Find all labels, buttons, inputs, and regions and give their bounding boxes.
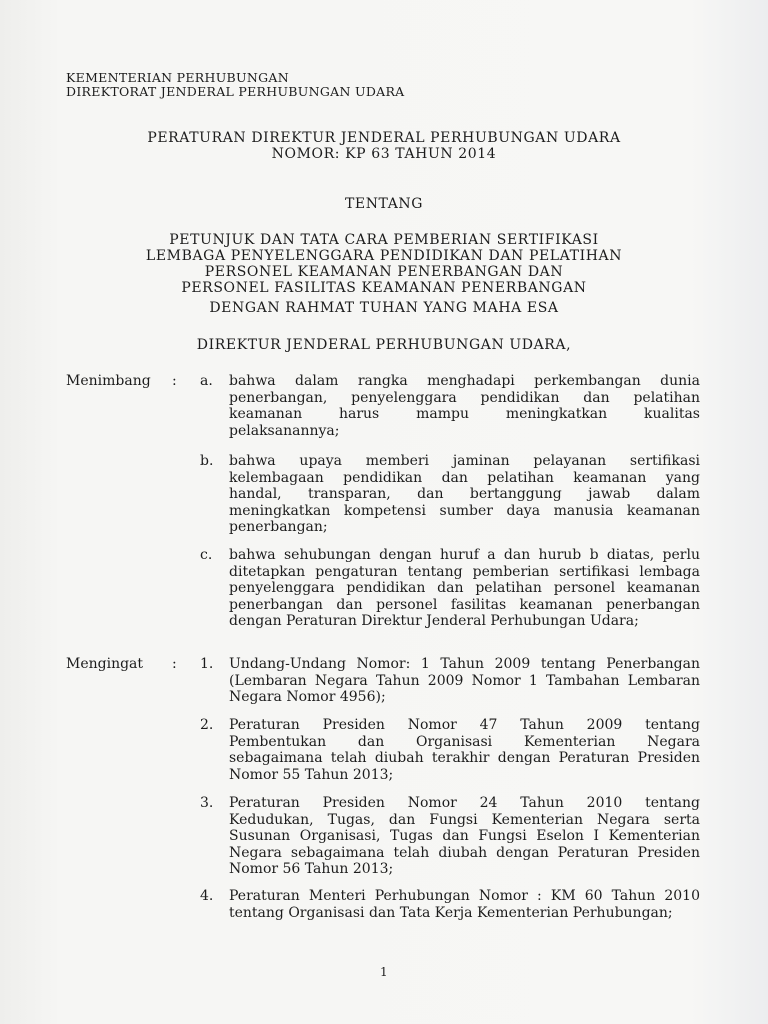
item-line: pelaksanannya;	[229, 422, 340, 439]
item-line: Peraturan Presiden Nomor 24 Tahun 2010 tentang	[229, 795, 700, 811]
regulation-subject	[60, 232, 708, 296]
mengingat-label: Mengingat	[66, 656, 144, 672]
ministry-name: KEMENTERIAN PERHUBUNGAN	[66, 70, 289, 85]
item-line: dengan Peraturan Direktur Jenderal Perhubungan Udara;	[229, 613, 639, 629]
item-line: Susunan Organisasi, Tugas dan Fungsi Eselon I Kementerian	[229, 828, 700, 844]
mengingat-item-1	[229, 656, 700, 706]
director-line: DIREKTUR JENDERAL PERHUBUNGAN UDARA,	[196, 337, 572, 353]
subject-line: PETUNJUK DAN TATA CARA PEMBERIAN SERTIFIKASI	[169, 232, 599, 248]
item-line: tentang Organisasi dan Tata Kerja Kementerian Perhubungan;	[229, 904, 673, 921]
item-line: handal, transparan, dan bertanggung jawab dalam	[229, 486, 700, 502]
mengingat-marker-1: 1.	[200, 656, 214, 672]
item-line: penyelenggara pendidikan dan pelatihan personel keamanan	[229, 580, 700, 596]
subject-line: LEMBAGA PENYELENGGARA PENDIDIKAN DAN PELATIHAN	[145, 248, 623, 264]
menimbang-item-c	[229, 547, 700, 630]
item-line: kelembagaan pendidikan dan pelatihan keamanan yang	[229, 469, 700, 486]
item-line: penerbangan dan personel fasilitas keamanan penerbangan	[229, 596, 700, 613]
menimbang-colon: :	[172, 373, 177, 389]
menimbang-item-a	[229, 373, 700, 439]
tentang-heading: TENTANG	[344, 196, 424, 212]
rahmat-line: DENGAN RAHMAT TUHAN YANG MAHA ESA	[209, 300, 559, 316]
item-line: sebagaimana telah diubah terakhir dengan Peraturan Presiden	[229, 750, 700, 766]
item-line: ditetapkan pengaturan tentang pemberian sertifikasi lembaga	[229, 563, 700, 580]
directorate-name: DIREKTORAT JENDERAL PERHUBUNGAN UDARA	[66, 84, 405, 99]
regulation-number: NOMOR: KP 63 TAHUN 2014	[271, 146, 497, 162]
item-line: Kedudukan, Tugas, dan Fungsi Kementerian Negara serta	[229, 811, 700, 828]
menimbang-marker-a: a.	[200, 373, 213, 389]
mengingat-colon: :	[172, 656, 177, 672]
ministry-header	[66, 71, 405, 99]
mengingat-marker-3: 3.	[200, 795, 214, 811]
menimbang-marker-c: c.	[200, 547, 213, 563]
regulation-title	[60, 130, 708, 162]
item-line: Undang-Undang Nomor: 1 Tahun 2009 tentang Penerbangan	[229, 656, 700, 672]
item-line: Peraturan Menteri Perhubungan Nomor : KM 60 Tahun 2010	[229, 888, 700, 904]
menimbang-label: Menimbang	[66, 373, 151, 389]
item-line: bahwa sehubungan dengan huruf a dan hurub b diatas, perlu	[229, 547, 700, 563]
item-line: penerbangan, penyelenggara pendidikan dan pelatihan	[229, 389, 700, 406]
item-line: Peraturan Presiden Nomor 47 Tahun 2009 tentang	[229, 717, 700, 733]
menimbang-item-b	[229, 453, 700, 536]
item-line: penerbangan;	[229, 519, 328, 535]
item-line: Negara Nomor 4956);	[229, 689, 386, 705]
regulation-title-line: PERATURAN DIREKTUR JENDERAL PERHUBUNGAN UDARA	[147, 130, 621, 146]
page-number: 1	[380, 965, 388, 979]
item-line: keamanan harus mampu meningkatkan kualitas	[229, 406, 700, 422]
mengingat-marker-2: 2.	[200, 717, 214, 733]
menimbang-marker-b: b.	[200, 453, 214, 469]
item-line: bahwa dalam rangka menghadapi perkembangan dunia	[229, 373, 700, 389]
item-line: bahwa upaya memberi jaminan pelayanan sertifikasi	[229, 453, 700, 469]
mengingat-item-2	[229, 717, 700, 783]
subject-line: PERSONEL KEAMANAN PENERBANGAN DAN	[204, 264, 564, 280]
item-line: Nomor 56 Tahun 2013;	[229, 861, 394, 877]
item-line: Nomor 55 Tahun 2013;	[229, 766, 394, 783]
item-line: Negara sebagaimana telah diubah dengan Peraturan Presiden	[229, 844, 700, 861]
subject-line: PERSONEL FASILITAS KEAMANAN PENERBANGAN	[181, 280, 587, 296]
mengingat-item-3	[229, 795, 700, 878]
item-line: (Lembaran Negara Tahun 2009 Nomor 1 Tambahan Lembaran	[229, 672, 700, 689]
mengingat-item-4	[229, 888, 700, 921]
item-line: meningkatkan kompetensi sumber daya manusia keamanan	[229, 502, 700, 519]
mengingat-marker-4: 4.	[200, 888, 214, 904]
item-line: Pembentukan dan Organisasi Kementerian Negara	[229, 733, 700, 750]
